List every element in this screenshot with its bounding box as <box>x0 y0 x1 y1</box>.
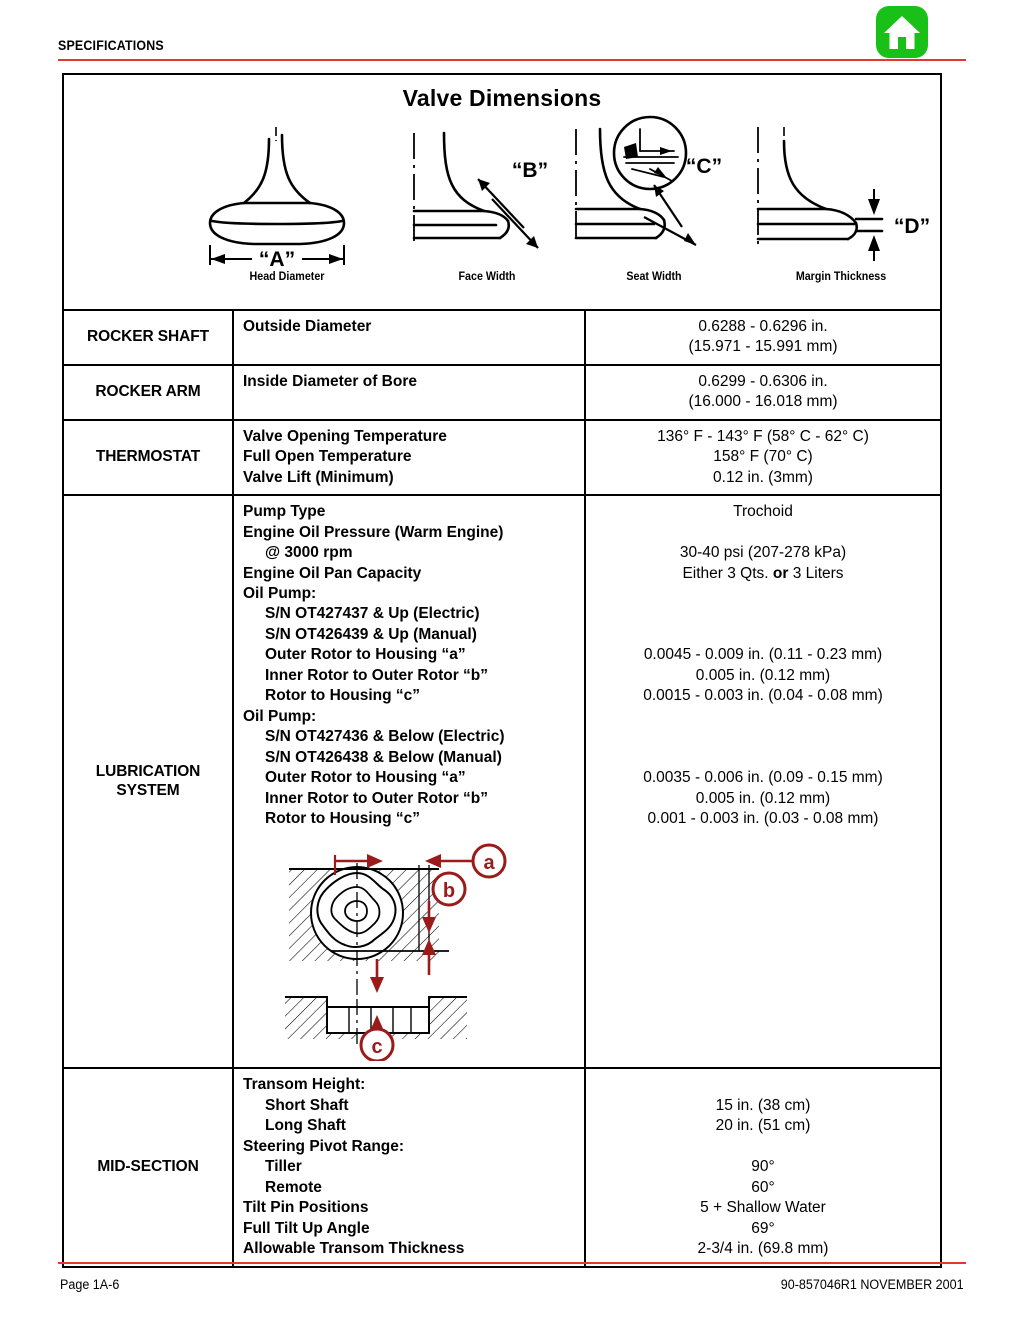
valve-dimensions-figure <box>64 75 940 311</box>
value-line: 136° F - 143° F (58° C - 62° C) <box>657 427 869 445</box>
desc-line: Remote <box>265 1178 322 1196</box>
value-line: 0.0035 - 0.006 in. (0.09 - 0.15 mm) <box>643 769 883 787</box>
row-value <box>586 366 940 419</box>
value-line: 30-40 psi (207-278 kPa) <box>679 544 847 562</box>
value-line: 60° <box>751 1178 775 1196</box>
footer-page-number: Page 1A-6 <box>60 1277 120 1292</box>
value-line: 0.6299 - 0.6306 in. <box>698 372 828 390</box>
row-value <box>586 311 940 364</box>
desc-line: Full Open Temperature <box>243 448 412 466</box>
value-line: 0.005 in. (0.12 mm) <box>695 789 831 807</box>
desc-line: Transom Height: <box>243 1076 366 1094</box>
desc-line: Engine Oil Pan Capacity <box>243 564 422 582</box>
desc-line: Full Tilt Up Angle <box>243 1219 370 1237</box>
value-line: (16.000 - 16.018 mm) <box>688 393 838 411</box>
desc-line: S/N OT426439 & Up (Manual) <box>265 625 477 643</box>
value-line: 0.6288 - 0.6296 in. <box>698 318 828 335</box>
table-row <box>64 496 940 1069</box>
desc-line: Pump Type <box>243 503 326 521</box>
desc-line: Engine Oil Pressure (Warm Engine) <box>243 523 504 541</box>
value-line: 15 in. (38 cm) <box>715 1096 811 1114</box>
svg-text:“D”: “D” <box>893 215 931 238</box>
row-value <box>586 421 940 494</box>
value-line: 2-3/4 in. (69.8 mm) <box>697 1240 829 1258</box>
value-line: 0.0045 - 0.009 in. (0.11 - 0.23 mm) <box>643 646 883 664</box>
figure-margin-thickness <box>736 111 946 281</box>
table-row <box>64 421 940 496</box>
figure-head-diameter <box>182 111 392 281</box>
desc-line: S/N OT427437 & Up (Electric) <box>265 605 480 623</box>
row-value <box>586 1069 940 1265</box>
row-description <box>234 496 586 1067</box>
value-line: 90° <box>751 1158 775 1176</box>
page-header <box>0 0 1024 64</box>
annotation-c: c <box>371 1036 383 1059</box>
header-rule <box>58 59 966 61</box>
value-line: 20 in. (51 cm) <box>715 1117 811 1135</box>
home-icon[interactable] <box>876 6 928 58</box>
row-description <box>234 421 586 494</box>
desc-line: @ 3000 rpm <box>265 544 353 562</box>
desc-line: Rotor to Housing “c” <box>265 687 420 705</box>
desc-line: Inner Rotor to Outer Rotor “b” <box>265 789 489 807</box>
desc-line: Tiller <box>265 1158 302 1176</box>
desc-line: Oil Pump: <box>243 584 317 602</box>
footer-document-number: 90-857046R1 NOVEMBER 2001 <box>781 1277 964 1292</box>
value-line: 158° F (70° C) <box>713 448 813 466</box>
value-line: 0.001 - 0.003 in. (0.03 - 0.08 mm) <box>647 809 879 827</box>
svg-text:“B”: “B” <box>511 159 549 182</box>
row-value <box>586 496 940 1067</box>
specifications-table <box>62 73 942 1268</box>
value-line: 0.0015 - 0.003 in. (0.04 - 0.08 mm) <box>643 687 883 705</box>
capacity-pre: Either 3 Qts. <box>682 564 773 582</box>
value-line: 69° <box>751 1219 775 1237</box>
svg-text:“A”: “A” <box>258 248 296 271</box>
table-row <box>64 366 940 421</box>
figure-caption-face-width: Face Width <box>458 271 516 283</box>
desc-line: Outside Diameter <box>243 318 372 335</box>
desc-line: Inner Rotor to Outer Rotor “b” <box>265 666 489 684</box>
page-title: SPECIFICATIONS <box>58 38 164 53</box>
desc-line: Allowable Transom Thickness <box>243 1240 465 1258</box>
value-line: Trochoid <box>733 503 793 521</box>
capacity-post: 3 Liters <box>788 564 844 582</box>
desc-line: Rotor to Housing “c” <box>265 809 420 827</box>
row-category: LUBRICATION SYSTEM <box>64 496 234 1067</box>
desc-line: Long Shaft <box>265 1117 346 1135</box>
desc-line: Steering Pivot Range: <box>243 1137 405 1155</box>
figure-caption-seat-width: Seat Width <box>626 271 682 283</box>
row-category: THERMOSTAT <box>64 421 234 494</box>
desc-line: S/N OT427436 & Below (Electric) <box>265 728 505 746</box>
capacity-or: or <box>772 564 789 582</box>
figure-caption-margin-thickness: Margin Thickness <box>795 271 887 283</box>
oil-pump-clearance-figure <box>243 839 584 1061</box>
value-line-capacity <box>590 564 936 584</box>
value-line: (15.971 - 15.991 mm) <box>688 338 838 356</box>
desc-line: Tilt Pin Positions <box>243 1199 369 1217</box>
desc-line: Outer Rotor to Housing “a” <box>265 769 466 787</box>
value-line: 0.005 in. (0.12 mm) <box>695 666 831 684</box>
annotation-a: a <box>483 852 495 875</box>
table-row <box>64 1069 940 1265</box>
row-description <box>234 366 586 419</box>
table-row <box>64 311 940 366</box>
valve-dimensions-title: Valve Dimensions <box>402 85 602 111</box>
row-category: MID-SECTION <box>64 1069 234 1265</box>
value-line: 5 + Shallow Water <box>700 1199 826 1217</box>
figure-caption-head-diameter: Head Diameter <box>249 271 325 283</box>
desc-line: Inside Diameter of Bore <box>243 372 417 390</box>
desc-line: Valve Lift (Minimum) <box>243 468 394 486</box>
desc-line: Oil Pump: <box>243 707 317 725</box>
desc-line: Short Shaft <box>265 1096 349 1114</box>
annotation-b: b <box>442 880 456 903</box>
value-line: 0.12 in. (3mm) <box>713 468 813 486</box>
desc-line: Valve Opening Temperature <box>243 427 447 445</box>
row-description <box>234 1069 586 1265</box>
row-category: ROCKER ARM <box>64 366 234 419</box>
desc-line: Outer Rotor to Housing “a” <box>265 646 466 664</box>
footer-rule <box>58 1262 966 1264</box>
figure-seat-width <box>554 111 754 281</box>
row-category: ROCKER SHAFT <box>64 311 234 364</box>
desc-line: S/N OT426438 & Below (Manual) <box>265 748 502 766</box>
row-description <box>234 311 586 364</box>
svg-text:“C”: “C” <box>685 155 723 178</box>
